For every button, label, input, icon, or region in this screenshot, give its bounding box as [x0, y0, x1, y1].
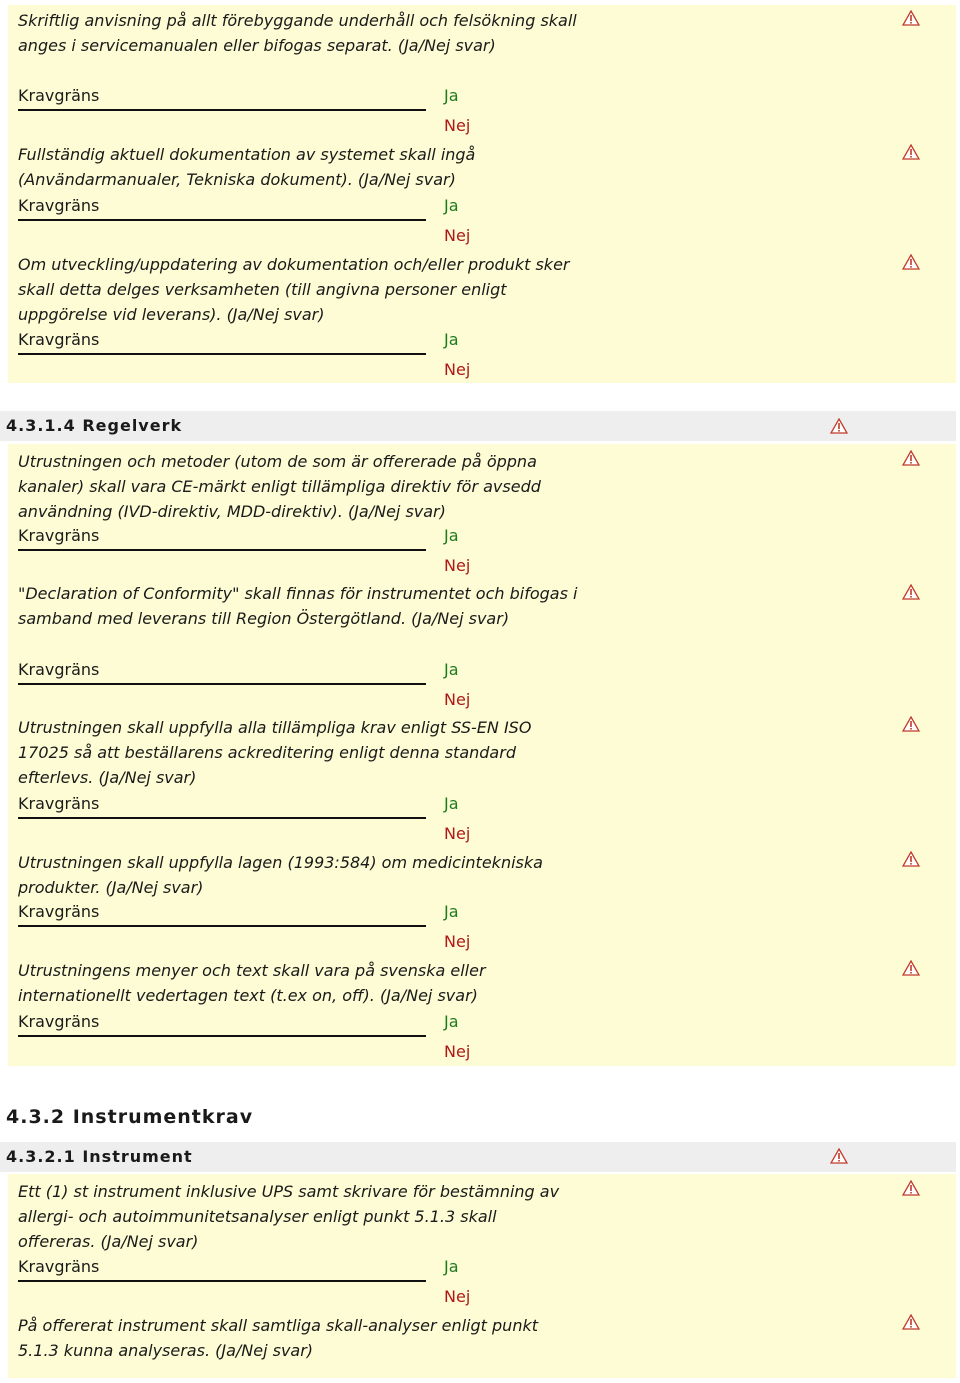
- requirement-text: Fullständig aktuell dokumentation av systemet skall ingå (Användarmanualer, Tekniska dokument). (Ja/Nej svar): [18, 145, 476, 189]
- warning-icon: [902, 144, 920, 160]
- answer-yes[interactable]: Ja: [444, 794, 459, 813]
- warning-icon: [902, 254, 920, 270]
- warning-icon: [902, 10, 920, 26]
- answer-no[interactable]: Nej: [444, 116, 471, 135]
- answer-row: [18, 85, 578, 147]
- requirement-text: Ett (1) st instrument inklusive UPS samt skrivare för bestämning av allergi- och autoimmunitetsanalyser enligt punkt 5.1.3 skall offereras. (Ja/Nej svar): [18, 1182, 560, 1251]
- requirement-text: På offererat instrument skall samtliga skall-analyser enligt punkt 5.1.3 kunna analyseras. (Ja/Nej svar): [18, 1316, 538, 1360]
- answer-yes[interactable]: Ja: [444, 526, 459, 545]
- kravgrans-label: Kravgräns: [18, 86, 100, 105]
- answer-row: [18, 195, 578, 257]
- requirement-text: Utrustningen skall uppfylla alla tillämpliga krav enligt SS-EN ISO 17025 så att beställarens ackreditering enligt denna standard efterlevs. (Ja/Nej svar): [18, 718, 532, 787]
- section-heading: [0, 1142, 956, 1172]
- answer-row: [18, 1011, 578, 1073]
- requirement-text: Skriftlig anvisning på allt förebyggande underhåll och felsökning skall anges i servicemanualen eller bifogas separat. (Ja/Nej svar): [18, 11, 577, 55]
- answer-no[interactable]: Nej: [444, 690, 471, 709]
- answer-no[interactable]: Nej: [444, 1042, 471, 1061]
- answer-row: [18, 329, 578, 391]
- answer-row: [18, 659, 578, 721]
- answer-line: [18, 219, 426, 221]
- answer-row: [18, 1256, 578, 1318]
- answer-yes[interactable]: Ja: [444, 1012, 459, 1031]
- kravgrans-label: Kravgräns: [18, 902, 100, 921]
- kravgrans-label: Kravgräns: [18, 196, 100, 215]
- answer-line: [18, 549, 426, 551]
- answer-no[interactable]: Nej: [444, 824, 471, 843]
- warning-icon: [902, 716, 920, 732]
- answer-yes[interactable]: Ja: [444, 196, 459, 215]
- answer-yes[interactable]: Ja: [444, 1257, 459, 1276]
- kravgrans-label: Kravgräns: [18, 1257, 100, 1276]
- requirement-text: Utrustningen och metoder (utom de som är offererade på öppna kanaler) skall vara CE-märkt enligt tillämpliga direktiv för avsedd användning (IVD-direktiv, MDD-direktiv). (Ja/Nej svar): [18, 452, 541, 521]
- answer-line: [18, 683, 426, 685]
- answer-row: [18, 525, 578, 587]
- answer-line: [18, 1280, 426, 1282]
- section-title: 4.3.2.1 Instrument: [6, 1147, 193, 1166]
- answer-line: [18, 1035, 426, 1037]
- answer-row: [18, 793, 578, 855]
- answer-yes[interactable]: Ja: [444, 330, 459, 349]
- requirement-text: "Declaration of Conformity" skall finnas för instrumentet och bifogas i samband med leverans till Region Östergötland. (Ja/Nej svar): [18, 584, 578, 628]
- kravgrans-label: Kravgräns: [18, 526, 100, 545]
- kravgrans-label: Kravgräns: [18, 794, 100, 813]
- warning-icon: [830, 418, 848, 434]
- warning-icon: [902, 450, 920, 466]
- warning-icon: [902, 1314, 920, 1330]
- warning-icon: [902, 1180, 920, 1196]
- warning-icon: [902, 584, 920, 600]
- answer-row: [18, 901, 578, 963]
- answer-line: [18, 353, 426, 355]
- warning-icon: [902, 960, 920, 976]
- answer-no[interactable]: Nej: [444, 226, 471, 245]
- warning-icon: [902, 851, 920, 867]
- kravgrans-label: Kravgräns: [18, 1012, 100, 1031]
- answer-yes[interactable]: Ja: [444, 902, 459, 921]
- answer-yes[interactable]: Ja: [444, 660, 459, 679]
- chapter-heading: 4.3.2 Instrumentkrav: [6, 1106, 254, 1128]
- answer-no[interactable]: Nej: [444, 932, 471, 951]
- answer-no[interactable]: Nej: [444, 1287, 471, 1306]
- answer-no[interactable]: Nej: [444, 360, 471, 379]
- requirement-text: Utrustningens menyer och text skall vara på svenska eller internationellt vedertagen text (t.ex on, off). (Ja/Nej svar): [18, 961, 486, 1005]
- answer-line: [18, 925, 426, 927]
- requirement-text: Om utveckling/uppdatering av dokumentation och/eller produkt sker skall detta delges verksamheten (till angivna personer enligt uppgörelse vid leverans). (Ja/Nej svar): [18, 255, 570, 324]
- kravgrans-label: Kravgräns: [18, 330, 100, 349]
- kravgrans-label: Kravgräns: [18, 660, 100, 679]
- section-heading: [0, 411, 956, 441]
- answer-line: [18, 109, 426, 111]
- requirement-text: Utrustningen skall uppfylla lagen (1993:584) om medicintekniska produkter. (Ja/Nej svar): [18, 853, 543, 897]
- answer-line: [18, 817, 426, 819]
- answer-yes[interactable]: Ja: [444, 86, 459, 105]
- warning-icon: [830, 1148, 848, 1164]
- answer-no[interactable]: Nej: [444, 556, 471, 575]
- section-title: 4.3.1.4 Regelverk: [6, 416, 183, 435]
